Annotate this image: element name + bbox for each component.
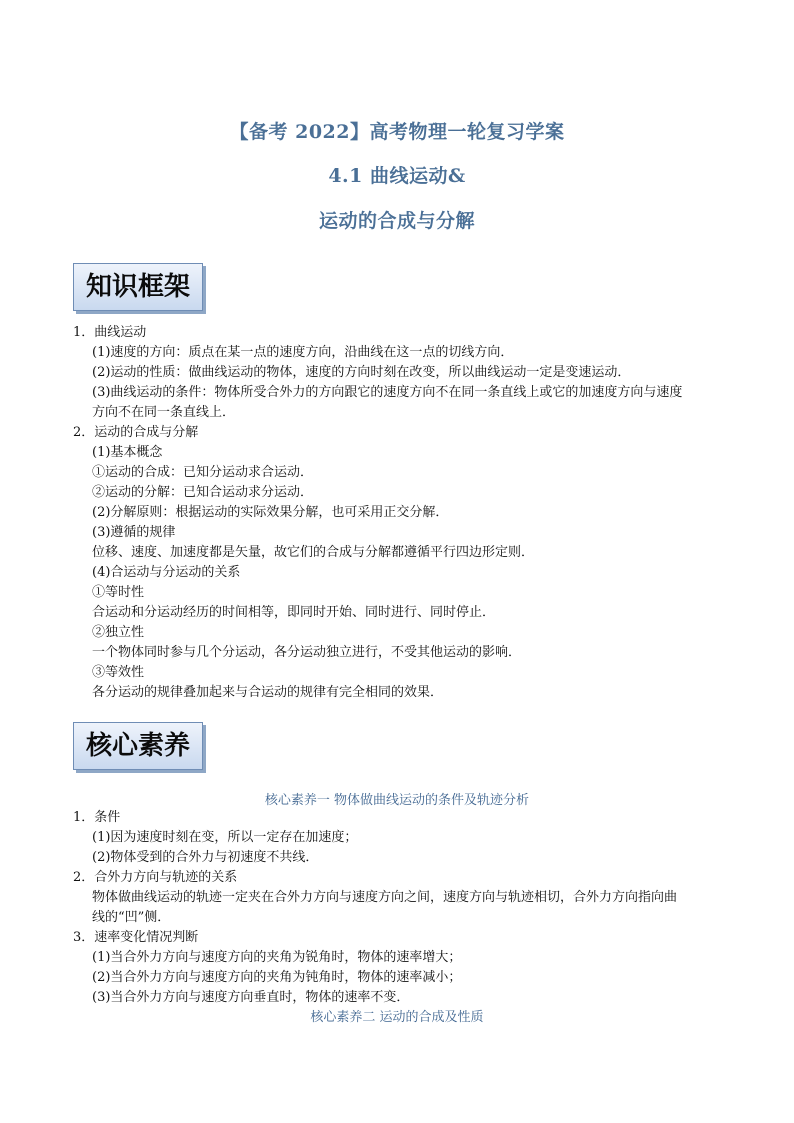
text-line: 1．条件 bbox=[73, 810, 121, 825]
subsection-title-1: 核心素养一 物体做曲线运动的条件及轨迹分析 bbox=[264, 793, 530, 808]
text-line: 线的“凹”侧． bbox=[92, 910, 171, 925]
text-line: (1)当合外力方向与速度方向的夹角为锐角时，物体的速率增大； bbox=[92, 950, 462, 965]
text-line: ②独立性 bbox=[92, 625, 145, 640]
text-line: 合运动和分运动经历的时间相等，即同时开始、同时进行、同时停止． bbox=[92, 605, 496, 620]
text-line: 位移、速度、加速度都是矢量，故它们的合成与分解都遵循平行四边形定则． bbox=[92, 545, 535, 560]
text-line: ③等效性 bbox=[92, 665, 145, 680]
text-line: ①运动的合成：已知分运动求合运动． bbox=[92, 465, 314, 480]
text-line: (1)因为速度时刻在变，所以一定存在加速度； bbox=[92, 830, 358, 845]
text-line: (3)当合外力方向与速度方向垂直时，物体的速率不变． bbox=[92, 990, 410, 1005]
title-line-1: 【备考 2022】高考物理一轮复习学案 bbox=[229, 121, 565, 143]
title-line-3: 运动的合成与分解 bbox=[318, 210, 475, 232]
text-line: 各分运动的规律叠加起来与合运动的规律有完全相同的效果． bbox=[92, 685, 444, 700]
section-heading-knowledge-framework bbox=[73, 263, 203, 311]
text-line: 1．曲线运动 bbox=[73, 325, 147, 340]
subsection-title-2: 核心素养二 运动的合成及性质 bbox=[310, 1010, 484, 1025]
text-line: (2)当合外力方向与速度方向的夹角为钝角时，物体的速率减小； bbox=[92, 970, 462, 985]
text-line: (1)速度的方向：质点在某一点的速度方向，沿曲线在这一点的切线方向． bbox=[92, 345, 514, 360]
text-line: ②运动的分解：已知合运动求分运动． bbox=[92, 485, 314, 500]
text-line: (2)物体受到的合外力与初速度不共线． bbox=[92, 850, 319, 865]
text-line: (3)遵循的规律 bbox=[92, 525, 176, 540]
text-line: 方向不在同一条直线上． bbox=[92, 405, 236, 420]
text-line: 2．合外力方向与轨迹的关系 bbox=[73, 870, 238, 885]
title-line-2: 4.1 曲线运动& bbox=[328, 165, 466, 187]
section-heading-label: 知识框架 bbox=[85, 272, 190, 302]
text-line: (2)运动的性质：做曲线运动的物体，速度的方向时刻在改变，所以曲线运动一定是变速运动． bbox=[92, 365, 631, 380]
text-line: ①等时性 bbox=[92, 585, 145, 600]
section-heading-label: 核心素养 bbox=[85, 731, 190, 761]
text-line: 物体做曲线运动的轨迹一定夹在合外力方向与速度方向之间，速度方向与轨迹相切，合外力方向指向曲 bbox=[92, 890, 678, 905]
text-line: 3．速率变化情况判断 bbox=[73, 930, 199, 945]
text-line: (2)分解原则：根据运动的实际效果分解，也可采用正交分解． bbox=[92, 505, 449, 520]
text-line: 2．运动的合成与分解 bbox=[73, 425, 199, 440]
section-heading-core-literacy bbox=[73, 722, 203, 770]
text-line: 一个物体同时参与几个分运动，各分运动独立进行，不受其他运动的影响． bbox=[92, 645, 522, 660]
text-line: (1)基本概念 bbox=[92, 445, 163, 460]
text-line: (4)合运动与分运动的关系 bbox=[92, 565, 241, 580]
text-line: (3)曲线运动的条件：物体所受合外力的方向跟它的速度方向不在同一条直线上或它的加速度方向与速度 bbox=[92, 385, 683, 400]
